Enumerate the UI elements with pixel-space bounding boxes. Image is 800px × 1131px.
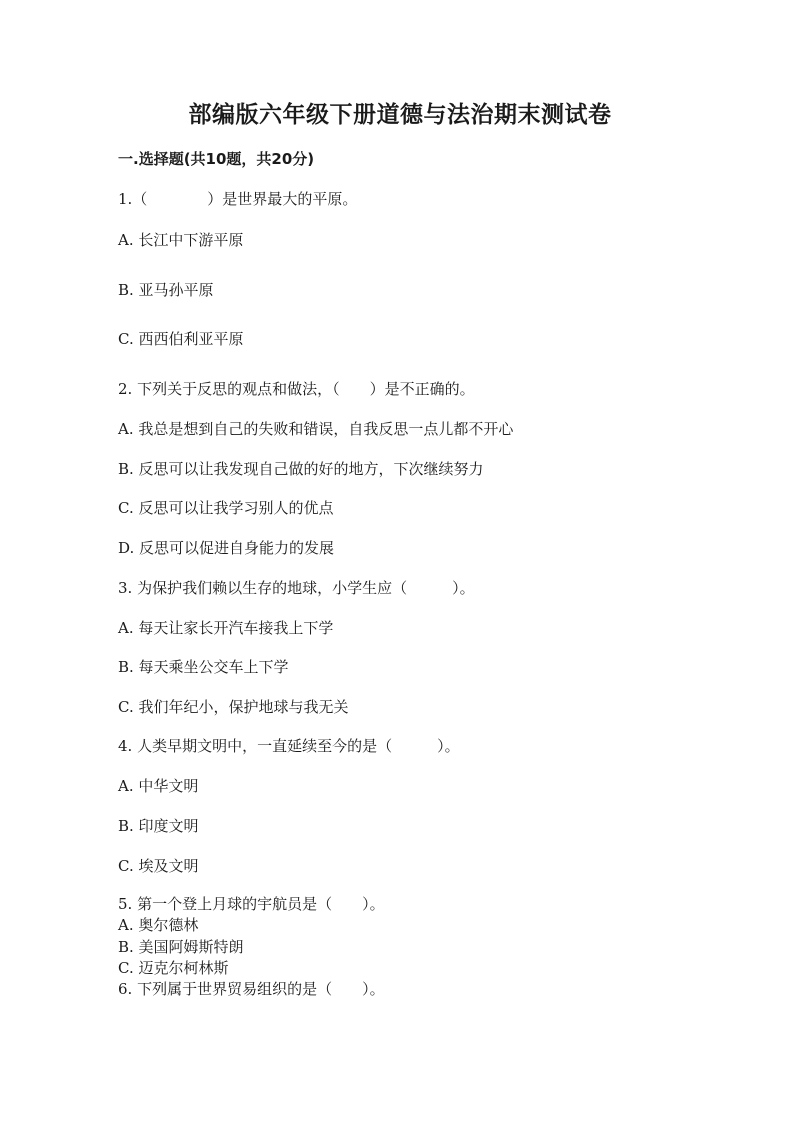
question-2-option-a: A. 我总是想到自己的失败和错误，自我反思一点儿都不开心 xyxy=(118,420,514,438)
question-5-option-a: A. 奥尔德林 xyxy=(118,916,199,934)
question-3-stem: 3. 为保护我们赖以生存的地球，小学生应（ ）。 xyxy=(118,579,475,597)
question-2-stem: 2. 下列关于反思的观点和做法，（ ）是不正确的。 xyxy=(118,380,475,398)
question-1-option-a: A. 长江中下游平原 xyxy=(118,231,244,249)
question-4-stem: 4. 人类早期文明中，一直延续至今的是（ ）。 xyxy=(118,737,460,755)
exam-title: 部编版六年级下册道德与法治期末测试卷 xyxy=(188,101,612,128)
section-heading: 一.选择题(共10题，共20分) xyxy=(118,150,315,168)
question-3-option-a: A. 每天让家长开汽车接我上下学 xyxy=(118,619,334,637)
question-1-option-b: B. 亚马孙平原 xyxy=(118,281,214,299)
question-1-option-c: C. 西西伯利亚平原 xyxy=(118,330,244,348)
question-4-option-b: B. 印度文明 xyxy=(118,817,199,835)
question-2-option-b: B. 反思可以让我发现自己做的好的地方，下次继续努力 xyxy=(118,460,484,478)
question-6-stem: 6. 下列属于世界贸易组织的是（ ）。 xyxy=(118,980,385,998)
question-3-option-b: B. 每天乘坐公交车上下学 xyxy=(118,658,289,676)
question-3-option-c: C. 我们年纪小，保护地球与我无关 xyxy=(118,698,349,716)
question-4-option-c: C. 埃及文明 xyxy=(118,857,199,875)
question-1-stem: 1.（ ）是世界最大的平原。 xyxy=(118,190,358,208)
question-5-option-c: C. 迈克尔柯林斯 xyxy=(118,959,229,977)
question-2-option-c: C. 反思可以让我学习别人的优点 xyxy=(118,499,334,517)
question-5-option-b: B. 美国阿姆斯特朗 xyxy=(118,938,244,956)
question-4-option-a: A. 中华文明 xyxy=(118,777,199,795)
question-5-stem: 5. 第一个登上月球的宇航员是（ ）。 xyxy=(118,895,385,913)
question-2-option-d: D. 反思可以促进自身能力的发展 xyxy=(118,539,335,557)
